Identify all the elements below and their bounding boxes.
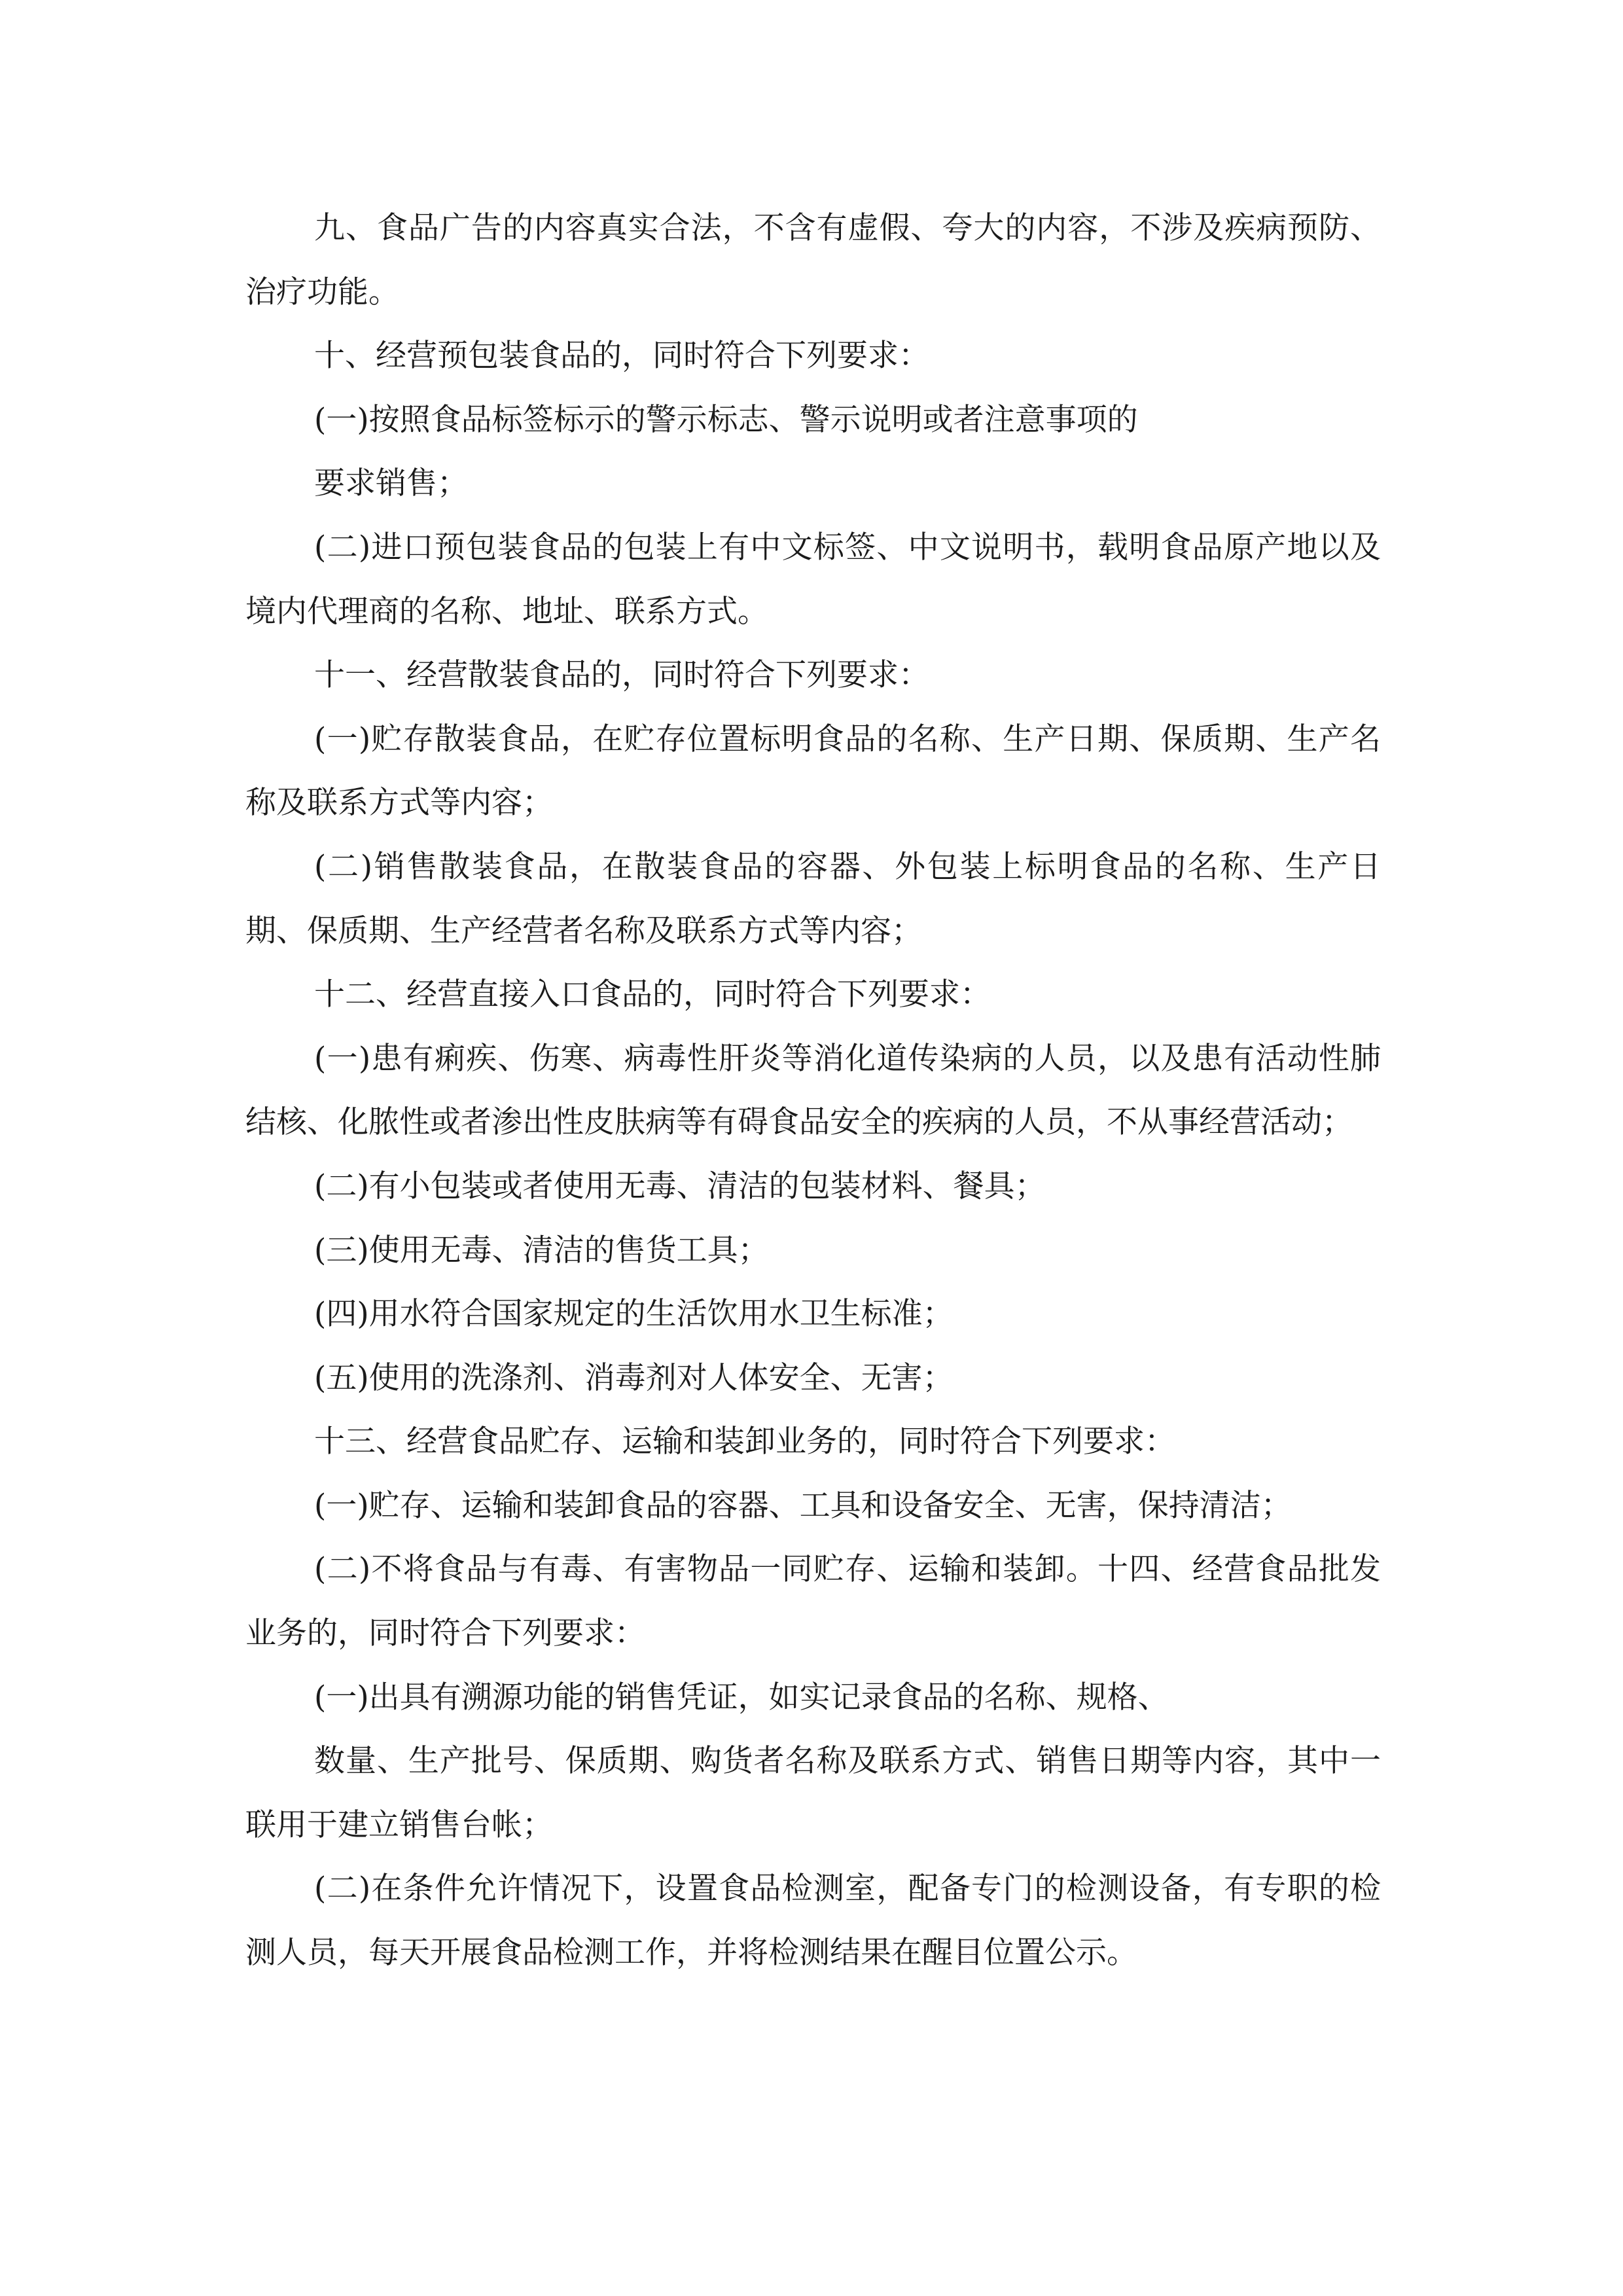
- paragraph-item-9: 九、食品广告的内容真实合法，不含有虚假、夸大的内容，不涉及疾病预防、治疗功能。: [245, 210, 1381, 310]
- paragraph-item-12-5: (五)使用的洗涤剂、消毒剂对人体安全、无害；: [314, 1359, 954, 1396]
- paragraph-item-12-1: (一)患有痢疾、伤寒、病毒性肝炎等消化道传染病的人员，以及患有活动性肺结核、化脓性或者渗出性皮肤病等有碍食品安全的疾病的人员，不从事经营活动；: [245, 1040, 1381, 1141]
- paragraph-item-12-2: (二)有小包装或者使用无毒、清洁的包装材料、餐具；: [314, 1168, 1046, 1204]
- paragraph-item-10-1: (一)按照食品标签标示的警示标志、警示说明或者注意事项的: [314, 401, 1138, 438]
- paragraph-item-12-4: (四)用水符合国家规定的生活饮用水卫生标准；: [314, 1296, 954, 1333]
- paragraph-item-10-2: (二)进口预包装食品的包装上有中文标签、中文说明书，载明食品原产地以及境内代理商的名称、地址、联系方式。: [245, 529, 1381, 630]
- paragraph-item-10: 十、经营预包装食品的，同时符合下列要求：: [314, 338, 929, 374]
- document-body: [245, 196, 1381, 1985]
- paragraph-item-12: 十二、经营直接入口食品的，同时符合下列要求：: [314, 977, 991, 1013]
- paragraph-item-13: 十三、经营食品贮存、运输和装卸业务的，同时符合下列要求：: [314, 1424, 1175, 1460]
- paragraph-item-13-2: (二)不将食品与有毒、有害物品一同贮存、运输和装卸。十四、经营食品批发业务的，同时符合下列要求：: [245, 1551, 1381, 1652]
- paragraph-item-11-2: (二)销售散装食品，在散装食品的容器、外包装上标明食品的名称、生产日期、保质期、生产经营者名称及联系方式等内容；: [245, 848, 1381, 949]
- paragraph-item-10-1-cont: 要求销售；: [314, 465, 468, 502]
- paragraph-item-14-1: (一)出具有溯源功能的销售凭证，如实记录食品的名称、规格、: [314, 1679, 1169, 1715]
- paragraph-item-14-1-cont: 数量、生产批号、保质期、购货者名称及联系方式、销售日期等内容，其中一联用于建立销售台帐；: [245, 1743, 1381, 1843]
- paragraph-item-11-1: (一)贮存散装食品，在贮存位置标明食品的名称、生产日期、保质期、生产名称及联系方式等内容；: [245, 721, 1381, 821]
- paragraph-item-11: 十一、经营散装食品的，同时符合下列要求：: [314, 657, 929, 694]
- paragraph-item-14-2: (二)在条件允许情况下，设置食品检测室，配备专门的检测设备，有专职的检测人员，每天开展食品检测工作，并将检测结果在醒目位置公示。: [245, 1871, 1381, 1971]
- paragraph-item-12-3: (三)使用无毒、清洁的售货工具；: [314, 1232, 769, 1268]
- paragraph-item-13-1: (一)贮存、运输和装卸食品的容器、工具和设备安全、无害，保持清洁；: [314, 1487, 1292, 1524]
